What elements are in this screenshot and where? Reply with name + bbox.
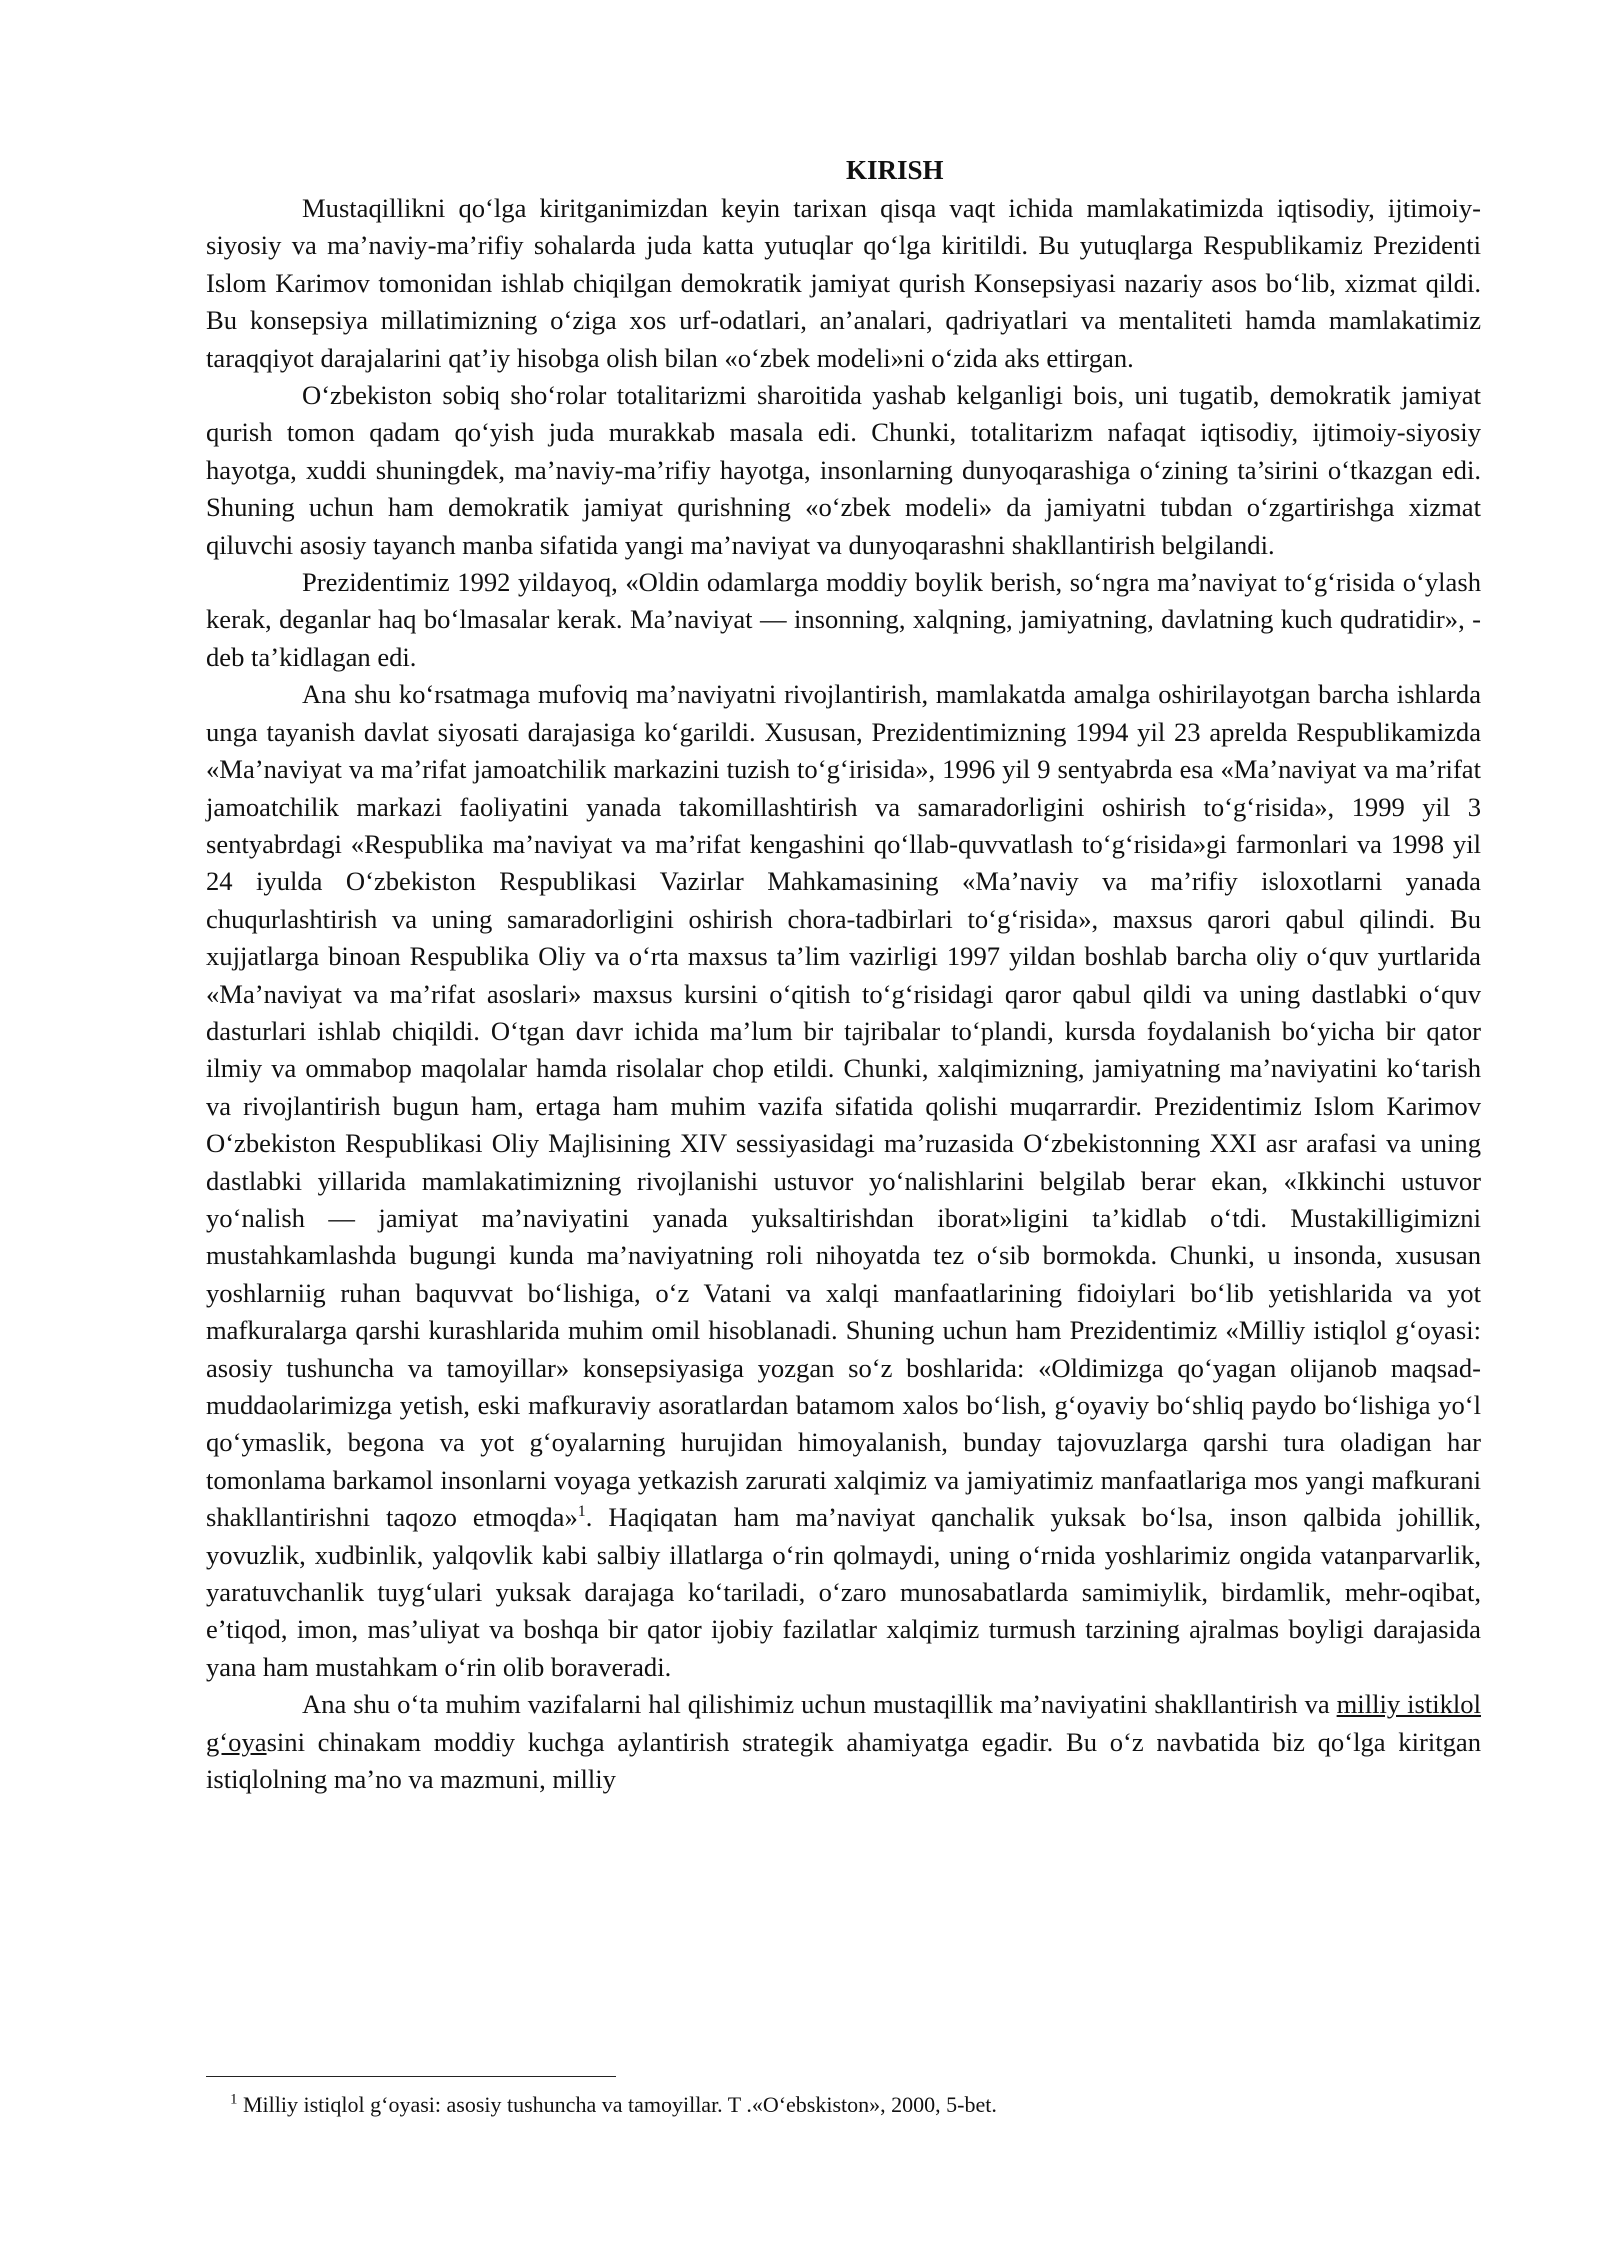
footnote-marker: 1 <box>230 2091 238 2108</box>
paragraph-4 <box>206 676 1481 1686</box>
paragraph-4-continuation: . Haqiqatan ham ma’naviyat qanchalik yuksak bo‘lsa, inson qalbida johillik, yovuzlik, xudbinlik, yalqovlik kabi salbiy illatlarga o‘rin qolmaydi, uning o‘rnida yoshlarimiz ongida vatanparvarlik, yaratuvchanlik tuyg‘ulari yuksak darajaga ko‘tariladi, o‘zaro munosabatlarda samimiylik, birdamlik, mehr-oqibat, e’tiqod, imon, mas’uliyat va boshqa bir qator ijobiy fazilatlar xalqimiz turmush tarzining ajralmas boyligi darajasida yana ham mustahkam o‘rin olib boraveradi. <box>206 1502 1481 1682</box>
paragraph-3: Prezidentimiz 1992 yildayoq, «Oldin odamlarga moddiy boylik berish, so‘ngra ma’naviyat to‘g‘risida o‘ylash kerak, deganlar haq bo‘lmasalar kerak. Ma’naviyat — insonning, xalqning, jamiyatning, davlatning kuch qudratidir», - deb ta’kidlagan edi. <box>206 567 1481 672</box>
paragraph-1: Mustaqillikni qo‘lga kiritganimizdan keyin tarixan qisqa vaqt ichida mamlakatimizda iqtisodiy, ijtimoiy-siyosiy va ma’naviy-ma’rifiy sohalarda juda katta yutuqlar qo‘lga kiritildi. Bu yutuqlarga Respublikamiz Prezidenti Islom Karimov tomonidan ishlab chiqilgan demokratik jamiyat qurish Konsepsiyasi nazariy asos bo‘lib, xizmat qildi. Bu konsepsiya millatimizning o‘ziga xos urf-odatlari, an’analari, qadriyatlari va mentaliteti hamda mamlakatimiz taraqqiyot darajalarini qat’iy hisobga olish bilan «o‘zbek modeli»ni o‘zida aks ettirgan. <box>206 193 1481 373</box>
paragraph-5-text: Ana shu o‘ta muhim vazifalarni hal qilishimiz uchun mustaqillik ma’naviyatini shakllantirish va <box>302 1689 1337 1720</box>
footnote-text: Milliy istiqlol g‘oyasi: asosiy tushuncha va tamoyillar. T .«O‘ebskiston», 2000, 5-bet. <box>237 2092 997 2117</box>
footnote-separator <box>206 2076 616 2077</box>
paragraph-4-text: Ana shu ko‘rsatmaga mufoviq ma’naviyatni rivojlantirish, mamlakatda amalga oshirilayotgan barcha ishlarda unga tayanish davlat siyosati darajasiga ko‘garildi. Xususan, Prezidentimizning 1994 yil 23 aprelda Respublikamizda «Ma’naviyat va ma’rifat jamoatchilik markazini tuzish to‘g‘irisida», 1996 yil 9 sentyabrda esa «Ma’naviyat va ma’rifat jamoatchilik markazi faoliyatini yanada takomillashtirish va samaradorligini oshirish to‘g‘risida», 1999 yil 3 sentyabrdagi «Respublika ma’naviyat va ma’rifat kengashini qo‘llab-quvvatlash to‘g‘risida»gi farmonlari va 1998 yil 24 iyulda O‘zbekiston Respublikasi Vazirlar Mahkamasining «Ma’naviy va ma’rifiy isloxotlarni yanada chuqurlashtirish va uning samaradorligini oshirish chora-tadbirlari to‘g‘risida», maxsus qarori qabul qilindi. Bu xujjatlarga binoan Respublika Oliy va o‘rta maxsus ta’lim vazirligi 1997 yildan boshlab barcha oliy o‘quv yurtlarida «Ma’naviyat va ma’rifat asoslari» maxsus kursini o‘qitish to‘g‘risidagi qaror qabul qildi va uning dastlabki o‘quv dasturlari ishlab chiqildi. O‘tgan davr ichida ma’lum bir tajribalar to‘plandi, kursda foydalanish bo‘yicha bir qator ilmiy va ommabop maqolalar hamda risolalar chop etildi. Chunki, xalqimizning, jamiyatning ma’naviyatini ko‘tarish va rivojlantirish bugun ham, ertaga ham muhim vazifa sifatida qolishi muqarrardir. Prezidentimiz Islom Karimov O‘zbekiston Respublikasi Oliy Majlisining XIV sessiyasidagi ma’ruzasida O‘zbekistonning XXI asr arafasi va uning dastlabki yillarida mamlakatimizning rivojlanishi ustuvor yo‘nalishlarini belgilab berar ekan, «Ikkinchi ustuvor yo‘nalish — jamiyat ma’naviyatini yanada yuksaltirishdan iborat»ligini ta’kidlab o‘tdi. Mustakilligimizni mustahkamlashda bugungi kunda ma’naviyatning roli nihoyatda tez o‘sib bormokda. Chunki, u insonda, xususan yoshlarniig ruhan baquvvat bo‘lishiga, o‘z Vatani va xalqi manfaatlarining fidoiylari bo‘lib yetishlarida va yot mafkuralarga qarshi kurashlarida muhim omil hisoblanadi. Shuning uchun ham Prezidentimiz «Milliy istiqlol g‘oyasi: asosiy tushuncha va tamoyillar» konsepsiyasiga yozgan so‘z boshlarida: «Oldimizga qo‘yagan olijanob maqsad-muddaolarimizga yetish, eski mafkuraviy asoratlardan batamom xalos bo‘lish, g‘oyaviy bo‘shliq paydo bo‘lishiga yo‘l qo‘ymaslik, begona va yot g‘oyalarning hurujidan himoyalanish, bunday tajovuzlarga qarshi tura oladigan har tomonlama barkamol insonlarni voyaga yetkazish zarurati xalqimiz va jamiyatimiz manfaatlariga mos yangi mafkurani shakllantirishni taqozo etmoqda» <box>206 679 1481 1533</box>
paragraph-2: O‘zbekiston sobiq sho‘rolar totalitarizmi sharoitida yashab kelganligi bois, uni tugatib, demokratik jamiyat qurish tomon qadam qo‘yish juda murakkab masala edi. Chunki, totalitarizm nafaqat iqtisodiy, ijtimoiy-siyosiy hayotga, xuddi shuningdek, ma’naviy-ma’rifiy hayotga, insonlarning dunyoqarashiga o‘zining ta’sirini o‘tkazgan edi. Shuning uchun ham demokratik jamiyat qurishning «o‘zbek modeli» da jamiyatni tubdan o‘zgartirishga xizmat qiluvchi asosiy tayanch manba sifatida yangi ma’naviyat va dunyoqarashni shakllantirish belgilandi. <box>206 380 1481 560</box>
paragraph-5 <box>206 1686 1481 1798</box>
page-title-text: KIRISH <box>846 155 944 185</box>
footnote-reference[interactable]: 1 <box>577 1503 586 1521</box>
underlined-phrase: milliy istiklol g‘oya <box>206 1689 1481 1757</box>
footnote <box>230 2090 1430 2120</box>
page-title <box>206 150 1481 190</box>
document-body <box>206 150 1481 1798</box>
paragraph-5-continuation: sini chinakam moddiy kuchga aylantirish strategik ahamiyatga egadir. Bu o‘z navbatida biz qo‘lga kiritgan istiqlolning ma’no va mazmuni, milliy <box>206 1726 1481 1795</box>
